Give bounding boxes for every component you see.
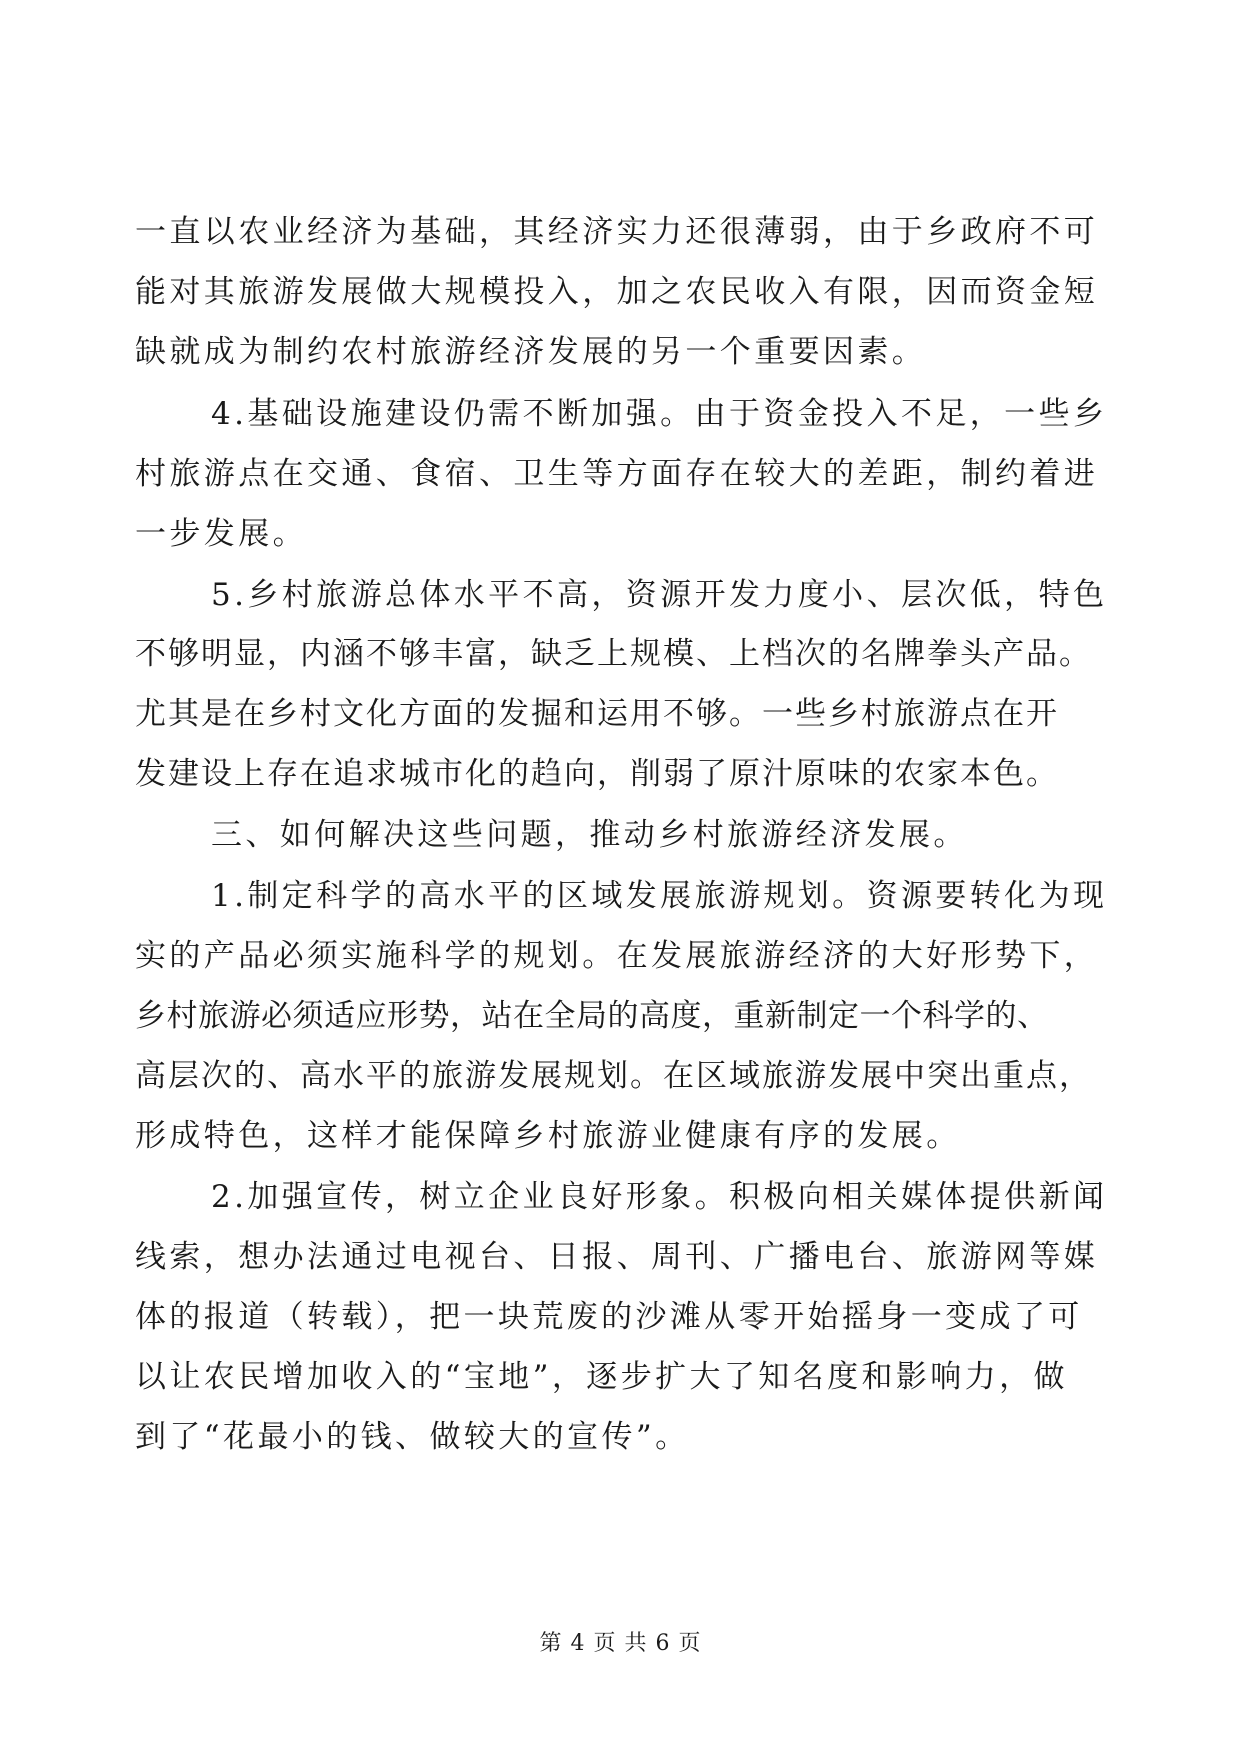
paragraph-line: 形成特色，这样才能保障乡村旅游业健康有序的发展。 xyxy=(135,1118,961,1154)
paragraph-line: 实的产品必须实施科学的规划。在发展旅游经济的大好形势下， xyxy=(135,938,1099,974)
section-heading: 三、如何解决这些问题，推动乡村旅游经济发展。 xyxy=(211,817,968,853)
paragraph-line: 5.乡村旅游总体水平不高，资源开发力度小、层次低，特色 xyxy=(211,577,1108,613)
paragraph-line: 到了“花最小的钱、做较大的宣传”。 xyxy=(135,1419,690,1455)
paragraph-line: 尤其是在乡村文化方面的发掘和运用不够。一些乡村旅游点在开 xyxy=(135,696,1059,732)
paragraph-line: 体的报道（转载），把一块荒废的沙滩从零开始摇身一变成了可 xyxy=(135,1299,1083,1335)
paragraph-line: 高层次的、高水平的旅游发展规划。在区域旅游发展中突出重点， xyxy=(135,1058,1092,1094)
paragraph-line: 缺就成为制约农村旅游经济发展的另一个重要因素。 xyxy=(135,334,927,370)
paragraph-line: 乡村旅游必须适应形势，站在全局的高度，重新制定一个科学的、 xyxy=(135,998,1049,1034)
paragraph-line: 一步发展。 xyxy=(135,516,307,552)
page-footer: 第 4 页 共 6 页 xyxy=(539,1631,702,1656)
paragraph-line: 以让农民增加收入的“宝地”，逐步扩大了知名度和影响力，做 xyxy=(135,1359,1068,1395)
paragraph-line: 线索，想办法通过电视台、日报、周刊、广播电台、旅游网等媒 xyxy=(135,1239,1099,1275)
paragraph-line: 村旅游点在交通、食宿、卫生等方面存在较大的差距，制约着进 xyxy=(135,456,1099,492)
paragraph-line: 不够明显，内涵不够丰富，缺乏上规模、上档次的名牌拳头产品。 xyxy=(135,636,1092,672)
paragraph-line: 能对其旅游发展做大规模投入，加之农民收入有限，因而资金短 xyxy=(135,274,1099,310)
paragraph-line: 一直以农业经济为基础，其经济实力还很薄弱，由于乡政府不可 xyxy=(135,214,1099,250)
paragraph-line: 2.加强宣传，树立企业良好形象。积极向相关媒体提供新闻 xyxy=(211,1179,1108,1215)
paragraph-line: 发建设上存在追求城市化的趋向，削弱了原汁原味的农家本色。 xyxy=(135,756,1059,792)
paragraph-line: 1.制定科学的高水平的区域发展旅游规划。资源要转化为现 xyxy=(211,878,1108,914)
paragraph-line: 4.基础设施建设仍需不断加强。由于资金投入不足，一些乡 xyxy=(211,396,1108,432)
